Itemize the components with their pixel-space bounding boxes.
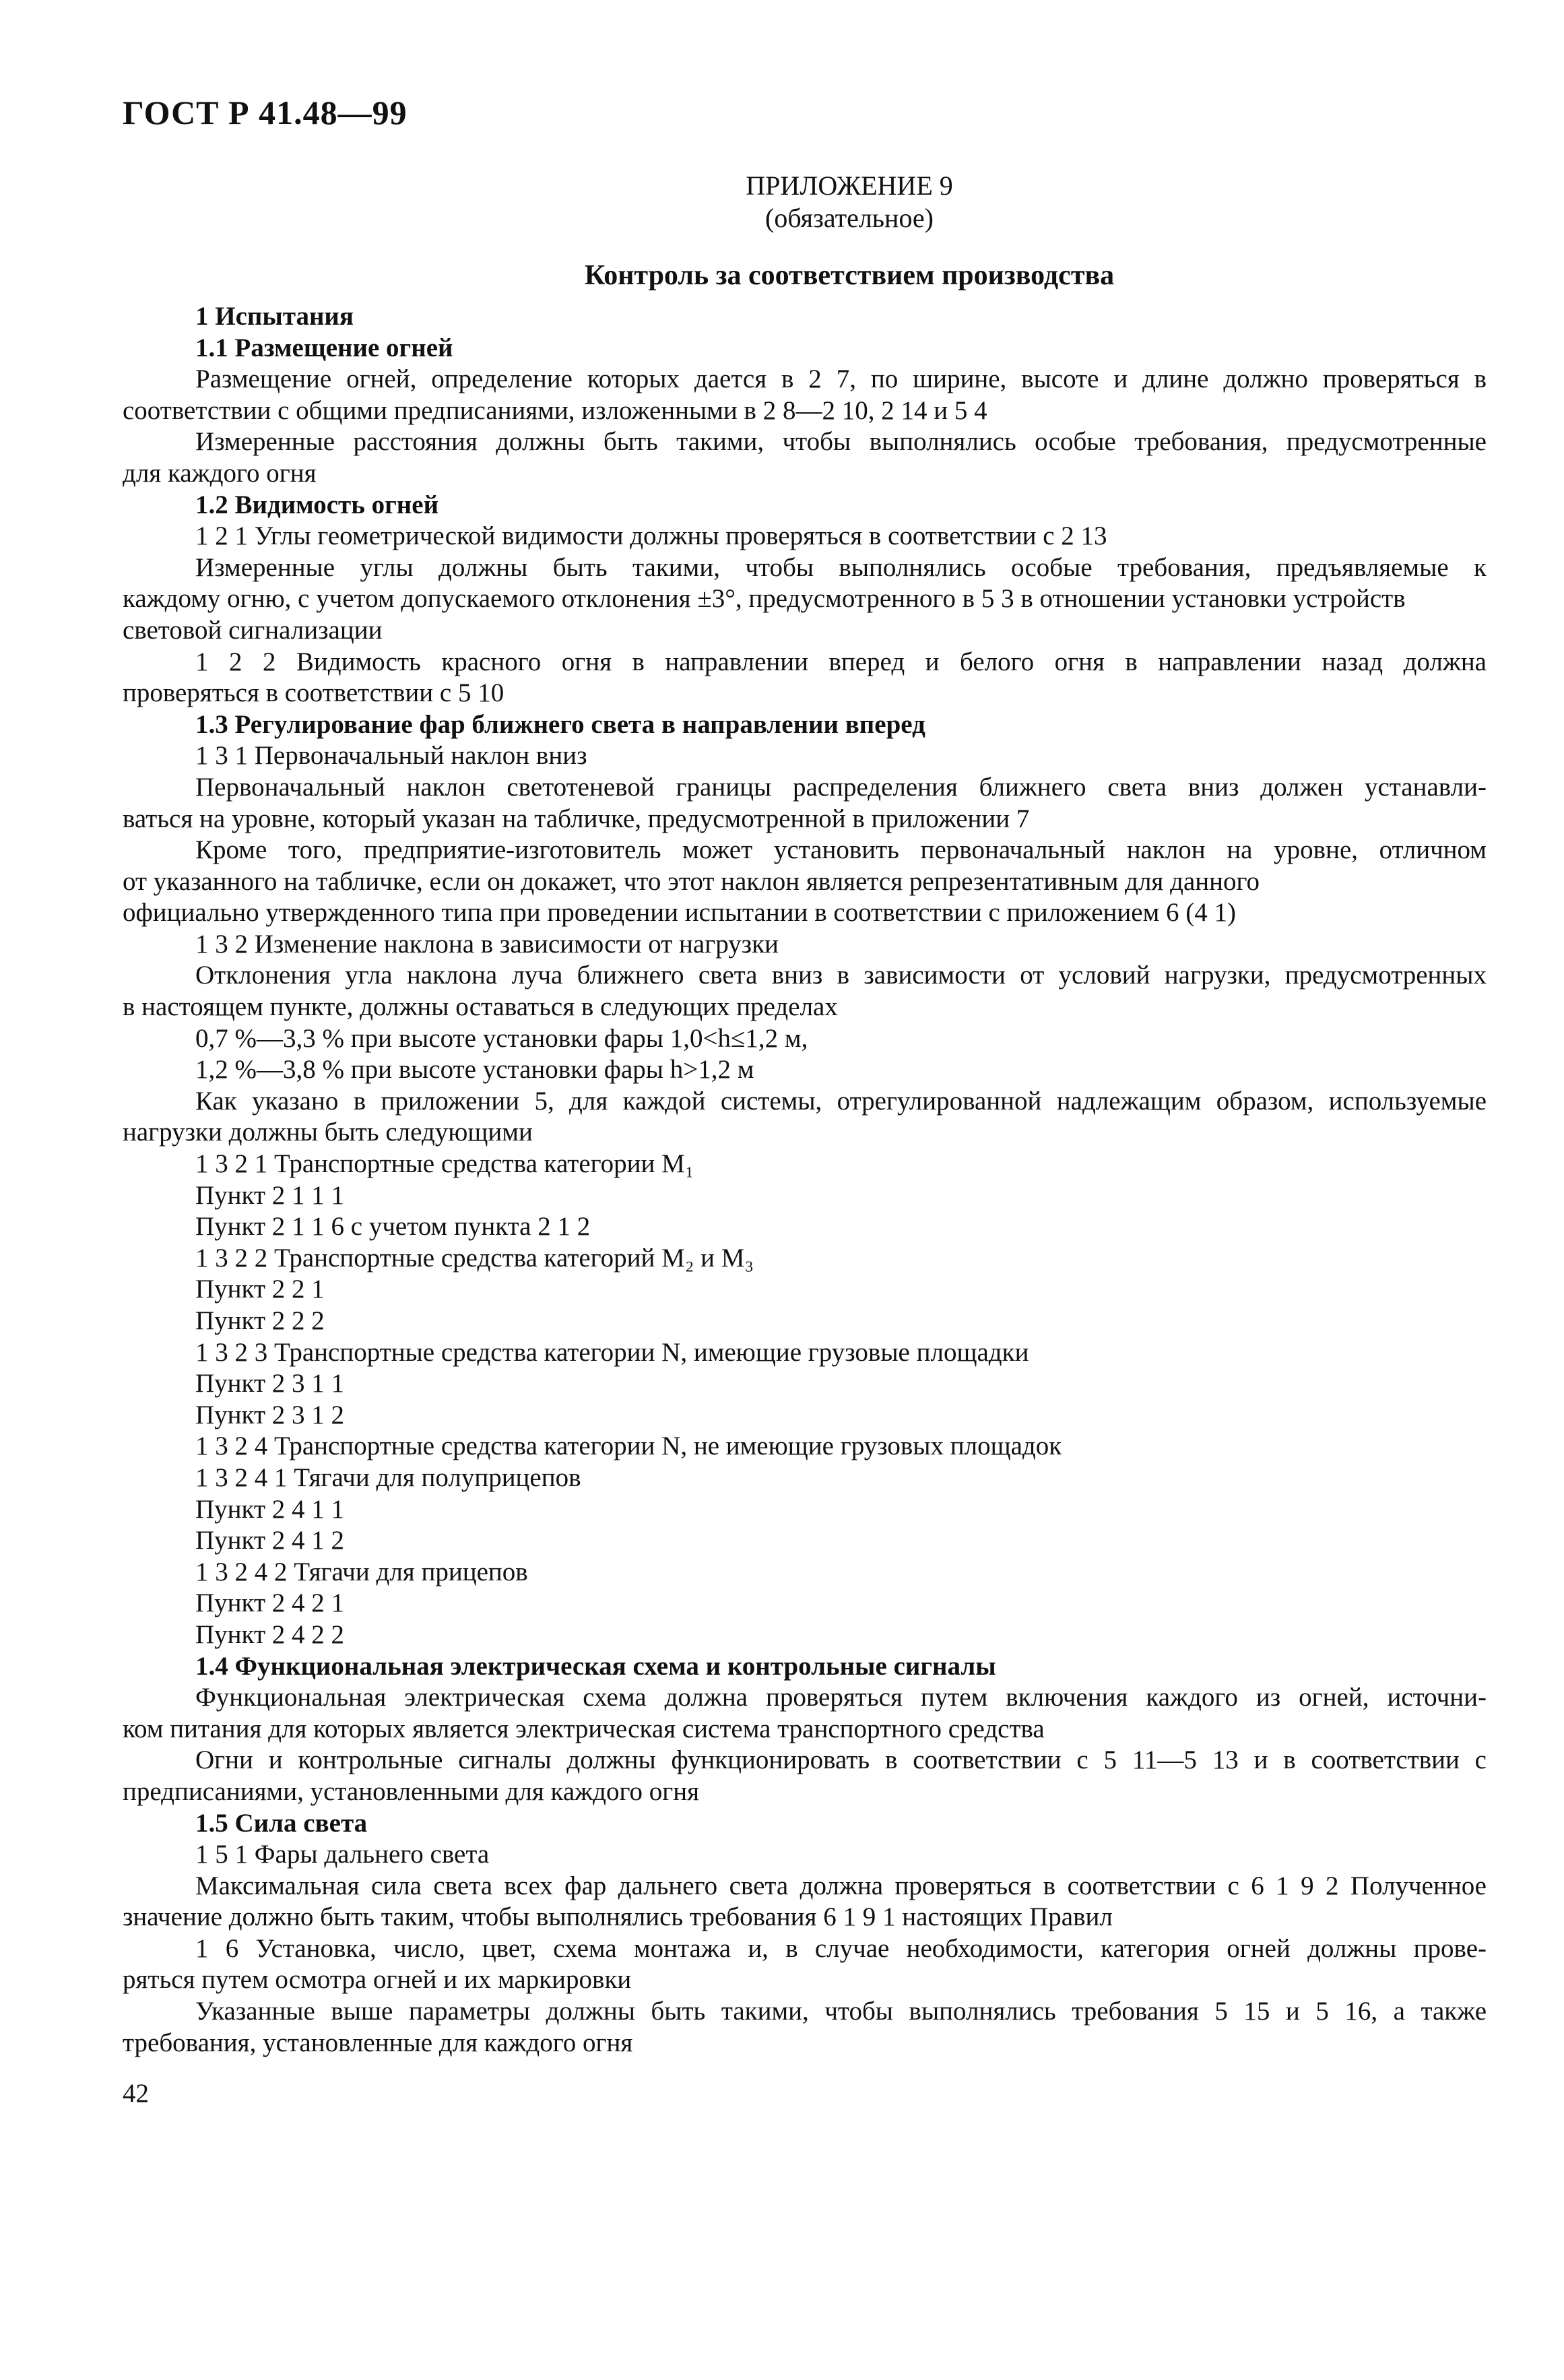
text-line: Пункт 2 2 2	[195, 1306, 325, 1335]
text-line: официально утвержденного типа при проведении испытании в соответствии с приложением 6 (4 1)	[123, 898, 1236, 928]
section-heading: 1.1 Размещение огней	[195, 333, 453, 362]
text-line: Отклонения угла наклона луча ближнего света вниз в зависимости от условий нагрузки, предусмотренных	[195, 961, 1487, 990]
text-line: Пункт 2 2 1	[195, 1275, 325, 1304]
page-number: 42	[123, 2079, 149, 2108]
text-line: 1 3 2 4 1 Тягачи для полуприцепов	[195, 1462, 581, 1492]
text-line: 0,7 %—3,3 % при высоте установки фары 1,0<h≤1,2 м,	[195, 1023, 808, 1053]
annex-title: ПРИЛОЖЕНИЕ 9	[746, 170, 953, 201]
text-line: 1,2 %—3,8 % при высоте установки фары h>1,2 м	[195, 1055, 754, 1085]
section-heading: 1.4 Функциональная электрическая схема и контрольные сигналы	[195, 1651, 996, 1681]
text-line: от указанного на табличке, если он докажет, что этот наклон является репрезентативным для данного	[123, 866, 1260, 896]
text-line: ком питания для которых является электрическая система транспортного средства	[123, 1714, 1045, 1743]
text-line: Измеренные расстояния должны быть такими, чтобы выполнялись особые требования, предусмотренные	[195, 427, 1487, 457]
section-heading: 1 Испытания	[195, 302, 354, 331]
text-line: значение должно быть таким, чтобы выполнялись требования 6 1 9 1 настоящих Правил	[123, 1902, 1113, 1932]
annex-status: (обязательное)	[765, 203, 934, 233]
text-line: для каждого огня	[123, 458, 317, 488]
text-line: световой сигнализации	[123, 615, 383, 645]
text-line: Пункт 2 3 1 2	[195, 1400, 345, 1429]
text-line: Пункт 2 4 2 1	[195, 1588, 345, 1618]
text-line: 1 2 2 Видимость красного огня в направлении вперед и белого огня в направлении назад должна	[195, 647, 1487, 676]
text-line: Пункт 2 4 1 1	[195, 1494, 345, 1524]
text-line: Пункт 2 4 1 2	[195, 1526, 345, 1555]
text-line: Указанные выше параметры должны быть такими, чтобы выполнялись требования 5 15 и 5 16, а также	[195, 1997, 1487, 2026]
text-line: Функциональная электрическая схема должна проверяться путем включения каждого из огней, источни-	[195, 1683, 1487, 1712]
text-line: Максимальная сила света всех фар дальнего света должна проверяться в соответствии с 6 1 9 2 Полученное	[195, 1871, 1487, 1900]
document-id: ГОСТ Р 41.48—99	[123, 94, 408, 131]
text-line: соответствии с общими предписаниями, изложенными в 2 8—2 10, 2 14 и 5 4	[123, 395, 987, 425]
text-line: предписаниями, установленными для каждого огня	[123, 1776, 700, 1806]
text-line: ряться путем осмотра огней и их маркировки	[123, 1965, 632, 1995]
text-line: Размещение огней, определение которых дается в 2 7, по ширине, высоте и длине должно проверяться в	[195, 364, 1487, 394]
text-line: 1 3 1 Первоначальный наклон вниз	[195, 741, 587, 771]
document-body	[123, 301, 1487, 2059]
text-line: 1 3 2 2 Транспортные средства категорий M₂ и M₃	[195, 1243, 754, 1273]
section-heading: 1.3 Регулирование фар ближнего света в направлении вперед	[195, 709, 925, 739]
text-line: 1 3 2 4 Транспортные средства категории N, не имеющие грузовых площадок	[195, 1432, 1062, 1461]
text-line: Пункт 2 1 1 1	[195, 1180, 345, 1210]
text-line: 1 3 2 4 2 Тягачи для прицепов	[195, 1557, 528, 1586]
text-line: 1 6 Установка, число, цвет, схема монтажа и, в случае необходимости, категория огней должны прове-	[195, 1933, 1487, 1963]
text-line: 1 5 1 Фары дальнего света	[195, 1840, 490, 1869]
text-line: каждому огню, с учетом допускаемого отклонения ±3°, предусмотренного в 5 3 в отношении установки устройств	[123, 584, 1406, 614]
text-line: Огни и контрольные сигналы должны функционировать в соответствии с 5 11—5 13 и в соответствии с	[195, 1745, 1487, 1775]
text-line: нагрузки должны быть следующими	[123, 1118, 533, 1147]
text-line: Как указано в приложении 5, для каждой системы, отрегулированной надлежащим образом, используемые	[195, 1086, 1487, 1116]
text-line: Первоначальный наклон светотеневой границы распределения ближнего света вниз должен устанавли-	[195, 772, 1487, 802]
text-line: требования, установленные для каждого огня	[123, 2028, 633, 2057]
text-line: 1 3 2 1 Транспортные средства категории M₁	[195, 1149, 694, 1179]
text-line: Измеренные углы должны быть такими, чтобы выполнялись особые требования, предъявляемые к	[195, 552, 1487, 582]
text-line: 1 3 2 3 Транспортные средства категории N, имеющие грузовые площадки	[195, 1337, 1029, 1367]
text-line: проверяться в соответствии с 5 10	[123, 678, 504, 708]
text-line: ваться на уровне, который указан на табличке, предусмотренной в приложении 7	[123, 804, 1030, 833]
annex-name: Контроль за соответствием производства	[584, 260, 1115, 291]
text-line: 1 2 1 Углы геометрической видимости должны проверяться в соответствии с 2 13	[195, 521, 1107, 551]
text-line: Пункт 2 3 1 1	[195, 1369, 345, 1398]
section-heading: 1.2 Видимость огней	[195, 490, 439, 519]
text-line: 1 3 2 Изменение наклона в зависимости от нагрузки	[195, 929, 779, 959]
text-line: Пункт 2 1 1 6 с учетом пункта 2 1 2	[195, 1212, 591, 1242]
text-line: Кроме того, предприятие-изготовитель может установить первоначальный наклон на уровне, отличном	[195, 835, 1487, 865]
section-heading: 1.5 Сила света	[195, 1808, 368, 1838]
text-line: Пункт 2 4 2 2	[195, 1619, 345, 1649]
text-line: в настоящем пункте, должны оставаться в следующих пределах	[123, 992, 838, 1022]
